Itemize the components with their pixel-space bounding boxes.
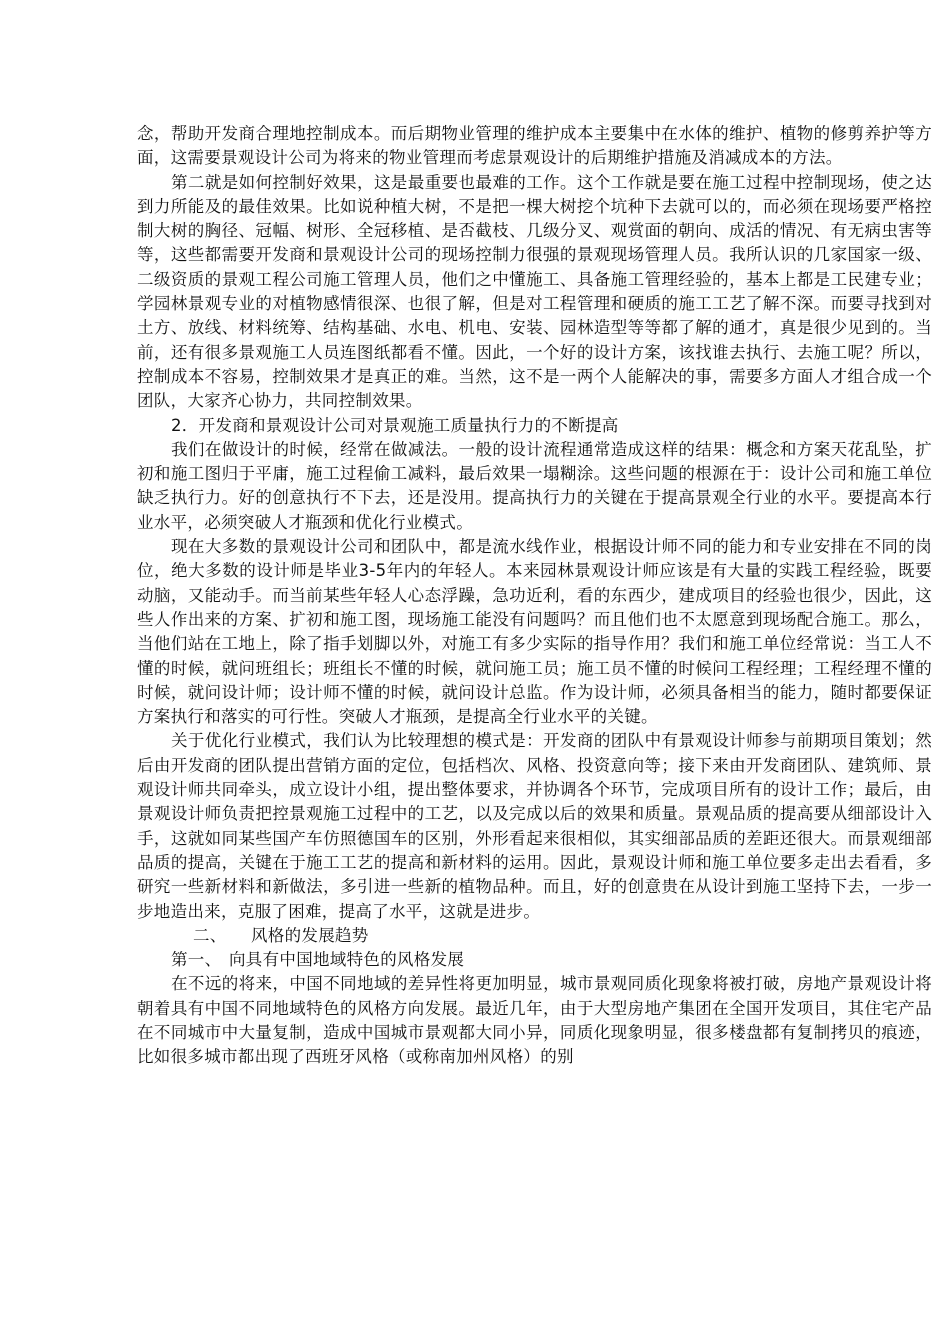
- paragraph-industry-model: 关于优化行业模式，我们认为比较理想的模式是：开发商的团队中有景观设计师参与前期项目策划；然后由开发商的团队提出营销方面的定位，包括档次、风格、投资意向等；接下来由开发商团队、建筑师、景观设计师共同牵头，成立设计小组，提出整体要求，并协调各个环节，完成项目所有的设计工作；最后，由景观设计师负责把控景观施工过程中的工艺，以及完成以后的效果和质量。景观品质的提高要从细部设计入手，这就如同某些国产车仿照德国车的区别，外形看起来很相似，其实细部品质的差距还很大。而景观细部品质的提高，关键在于施工工艺的提高和新材料的运用。因此，景观设计师和施工单位要多走出去看看，多研究一些新材料和新做法，多引进一些新的植物品种。而且，好的创意贵在从设计到施工坚持下去，一步一步地造出来，克服了困难，提高了水平，这就是进步。: [137, 731, 932, 921]
- paragraph-effect-control: 第二就是如何控制好效果，这是最重要也最难的工作。这个工作就是要在施工过程中控制现场，使之达到力所能及的最佳效果。比如说种植大树，不是把一棵大树挖个坑种下去就可以的，而必须在现场要严格控制大树的胸径、冠幅、树形、全冠移植、是否截枝、几级分叉、观赏面的朝向、成活的情况、有无病虫害等等，这些都需要开发商和景观设计公司的现场控制力很强的景观现场管理人员。我所认识的几家国家一级、二级资质的景观工程公司施工管理人员，他们之中懂施工、具备施工管理经验的，基本上都是工民建专业；学园林景观专业的对植物感情很深、也很了解，但是对工程管理和硬质的施工工艺了解不深。而要寻找到对土方、放线、材料统筹、结构基础、水电、机电、安装、园林造型等等都了解的通才，真是很少见到的。当前，还有很多景观施工人员连图纸都看不懂。因此，一个好的设计方案，该找谁去执行、去施工呢？所以，控制成本不容易，控制效果才是真正的难。当然，这不是一两个人能解决的事，需要多方面人才组合成一个团队，大家齐心协力，共同控制效果。: [137, 172, 932, 411]
- document-page: [137, 122, 932, 1070]
- section-title: 风格的发展趋势: [251, 925, 369, 945]
- subsection-number: 第一、: [171, 950, 222, 970]
- section-heading: [137, 924, 932, 948]
- paragraph-regional-style: 在不远的将来，中国不同地域的差异性将更加明显，城市景观同质化现象将被打破，房地产景观设计将朝着具有中国不同地域特色的风格方向发展。最近几年，由于大型房地产集团在全国开发项目，其住宅产品在不同城市中大量复制，造成中国城市景观都大同小异，同质化现象明显，很多楼盘都有复制拷贝的痕迹，比如很多城市都出现了西班牙风格（或称南加州风格）的别: [137, 974, 932, 1067]
- subsection-title: 向具有中国地域特色的风格发展: [229, 950, 465, 970]
- paragraph-cost-control-end: 念，帮助开发商合理地控制成本。而后期物业管理的维护成本主要集中在水体的维护、植物的修剪养护等方面，这需要景观设计公司为将来的物业管理而考虑景观设计的后期维护措施及消减成本的方法。: [137, 124, 932, 168]
- paragraph-talent-bottleneck: 现在大多数的景观设计公司和团队中，都是流水线作业，根据设计师不同的能力和专业安排在不同的岗位，绝大多数的设计师是毕业3-5年内的年轻人。本来园林景观设计师应该是有大量的实践工程经验，既要动脑，又能动手。而当前某些年轻人心态浮躁，急功近利，看的东西少，建成项目的经验也很少，因此，这些人作出来的方案、扩初和施工图，现场施工能没有问题吗？而且他们也不太愿意到现场配合施工。那么，当他们站在工地上，除了指手划脚以外，对施工有多少实际的指导作用？我们和施工单位经常说：当工人不懂的时候，就问班组长；班组长不懂的时候，就问施工员；施工员不懂的时候问工程经理；工程经理不懂的时候，就问设计师；设计师不懂的时候，就问设计总监。作为设计师，必须具备相当的能力，随时都要保证方案执行和落实的可行性。突破人才瓶颈，是提高全行业水平的关键。: [137, 537, 932, 727]
- section-number: 二、: [193, 925, 227, 945]
- subsection-heading: [137, 948, 932, 972]
- item-heading-execution: 2．开发商和景观设计公司对景观施工质量执行力的不断提高: [171, 415, 619, 435]
- paragraph-design-subtraction: 我们在做设计的时候，经常在做减法。一般的设计流程通常造成这样的结果：概念和方案天花乱坠，扩初和施工图归于平庸，施工过程偷工减料，最后效果一塌糊涂。这些问题的根源在于：设计公司和施工单位缺乏执行力。好的创意执行不下去，还是没用。提高执行力的关键在于提高景观全行业的水平。要提高本行业水平，必须突破人才瓶颈和优化行业模式。: [137, 439, 932, 532]
